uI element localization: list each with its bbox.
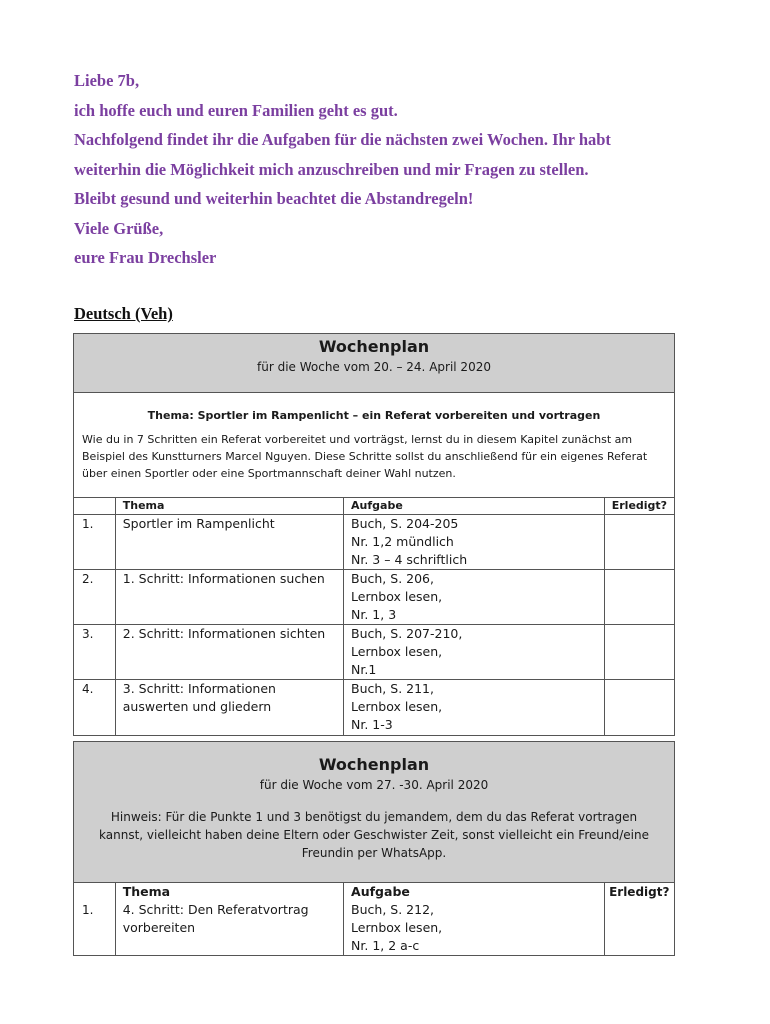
row-topic: Thema 4. Schritt: Den Referatvortrag vorbereiten bbox=[115, 883, 343, 956]
hint-line: Hinweis: Für die Punkte 1 und 3 benötigst du jemandem, dem du das Referat vortragen bbox=[110, 810, 638, 824]
table-row bbox=[74, 515, 675, 570]
plan-subtitle: für die Woche vom 20. – 24. April 2020 bbox=[257, 360, 491, 374]
col-task: Aufgabe bbox=[351, 884, 410, 899]
letter-line: Bleibt gesund und weiterhin beachtet die Abstandregeln! bbox=[74, 189, 474, 208]
col-task: Aufgabe bbox=[344, 498, 605, 515]
row-task: Buch, S. 207-210, Lernbox lesen, Nr.1 bbox=[344, 625, 605, 680]
plan-theme: Thema: Sportler im Rampenlicht – ein Referat vorbereiten und vortragen bbox=[147, 409, 601, 422]
plan-header bbox=[74, 334, 675, 393]
row-number: 4. bbox=[74, 680, 116, 736]
row-number: 3. bbox=[74, 625, 116, 680]
subject-heading: Deutsch (Veh) bbox=[74, 304, 173, 323]
plan-intro bbox=[74, 393, 675, 498]
col-topic: Thema bbox=[122, 884, 171, 899]
plan-header bbox=[74, 742, 675, 883]
letter-line: Liebe 7b, bbox=[74, 71, 140, 90]
row-task: Buch, S. 204-205 Nr. 1,2 mündlich Nr. 3 – 4 schriftlich bbox=[344, 515, 605, 570]
letter-line: Viele Grüße, bbox=[74, 218, 164, 238]
table-row bbox=[74, 570, 675, 625]
col-topic: Thema bbox=[115, 498, 343, 515]
row-topic: 3. Schritt: Informationen auswerten und gliedern bbox=[115, 680, 343, 736]
done-checkbox-cell[interactable] bbox=[604, 515, 674, 570]
hint-line: Freundin per WhatsApp. bbox=[301, 846, 447, 860]
table-row bbox=[74, 625, 675, 680]
row-topic: 1. Schritt: Informationen suchen bbox=[115, 570, 343, 625]
row-number: 2. bbox=[74, 570, 116, 625]
row-number: 1. bbox=[82, 903, 94, 917]
letter-line: eure Frau Drechsler bbox=[74, 248, 217, 267]
row-task: Aufgabe Buch, S. 212, Lernbox lesen, Nr. 1, 2 a-c bbox=[344, 883, 604, 956]
table-row bbox=[74, 680, 675, 736]
intro-line: Beispiel des Kunstturners Marcel Nguyen. Diese Schritte sollst du anschließend für ein eigenes Referat bbox=[82, 450, 648, 463]
done-checkbox-cell[interactable] bbox=[604, 883, 674, 956]
greeting-letter bbox=[74, 66, 714, 273]
intro-line: Wie du in 7 Schritten ein Referat vorbereitet und vorträgst, lernst du in diesem Kapitel zunächst am bbox=[82, 433, 633, 446]
weekly-plan-1 bbox=[73, 333, 675, 736]
intro-line: über einen Sportler oder eine Sportmannschaft deiner Wahl nutzen. bbox=[82, 467, 456, 480]
done-checkbox-cell[interactable] bbox=[604, 570, 674, 625]
letter-line: Nachfolgend findet ihr die Aufgaben für die nächsten zwei Wochen. Ihr habt bbox=[74, 130, 611, 149]
row-topic: Sportler im Rampenlicht bbox=[115, 515, 343, 570]
done-checkbox-cell[interactable] bbox=[604, 625, 674, 680]
col-done: Erledigt? bbox=[604, 498, 674, 515]
column-headers bbox=[74, 498, 675, 515]
plan-title: Wochenplan bbox=[318, 755, 430, 774]
col-done: Erledigt? bbox=[609, 885, 670, 899]
row-task: Buch, S. 211, Lernbox lesen, Nr. 1-3 bbox=[344, 680, 605, 736]
row-task: Buch, S. 206, Lernbox lesen, Nr. 1, 3 bbox=[344, 570, 605, 625]
letter-line: ich hoffe euch und euren Familien geht es gut. bbox=[74, 100, 398, 120]
row-number: 1. bbox=[74, 515, 116, 570]
weekly-plan-2 bbox=[73, 741, 675, 956]
done-checkbox-cell[interactable] bbox=[604, 680, 674, 736]
hint-line: kannst, vielleicht haben deine Eltern oder Geschwister Zeit, sonst vielleicht ein Freund/eine bbox=[99, 828, 649, 842]
letter-line: weiterhin die Möglichkeit mich anzuschreiben und mir Fragen zu stellen. bbox=[74, 159, 589, 179]
row-topic: 2. Schritt: Informationen sichten bbox=[115, 625, 343, 680]
table-row bbox=[74, 883, 675, 956]
plan-title: Wochenplan bbox=[318, 337, 430, 356]
plan-subtitle: für die Woche vom 27. -30. April 2020 bbox=[259, 778, 489, 792]
